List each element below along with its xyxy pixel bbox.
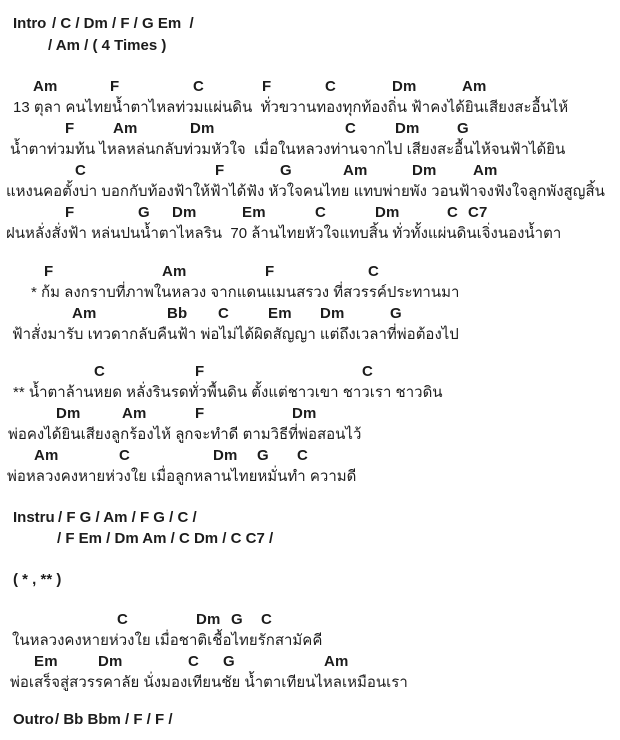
chord: G	[457, 120, 469, 137]
lyric-text: แหงนคอตั้งบ่า บอกกับท้องฟ้าให้ฟ้าได้ฟัง หัวใจคนไทย แทบพ่ายพัง วอนฟ้าจงฟังใจลูกพังสูญสิ้น	[6, 183, 605, 200]
lyric-line	[0, 631, 620, 652]
chord: Am	[72, 305, 97, 322]
chord: C	[94, 363, 106, 380]
lyric-line	[0, 98, 620, 119]
lyric-text: ฝนหลั่งสั่งฟ้า หล่นปนน้ำตาไหลริน 70 ล้านไทยหัวใจแทบสิ้น ทั่วทั้งแผ่นดินเจิ่งนองน้ำตา	[6, 225, 562, 242]
chord: F	[65, 204, 75, 221]
chord: C	[218, 305, 230, 322]
chord: F	[195, 363, 205, 380]
lyric-text: น้ำตาท่วมท้น ไหลหล่นกลับท่วมหัวใจ เมื่อในหลวงท่านจากไป เสียงสะอื้นไห้จนฟ้าได้ยิน	[10, 141, 566, 158]
chord: C	[325, 78, 337, 95]
chord: C7	[468, 204, 488, 221]
chord: F	[44, 263, 54, 280]
lyric-line	[0, 673, 620, 694]
lyric-line	[0, 224, 620, 245]
instru-line-2	[0, 529, 620, 550]
chord-line	[0, 119, 620, 140]
chord-progression: / Bb Bbm / F / F /	[55, 711, 173, 728]
chord: C	[345, 120, 357, 137]
chord-line	[0, 161, 620, 182]
lyric-text: ** น้ำตาล้านหยด หลั่งรินรดทั่วพื้นดิน ตั้งแต่ชาวเขา ชาวเรา ชาวดิน	[13, 384, 443, 401]
section-label: Intro	[13, 15, 47, 32]
chord: Am	[343, 162, 368, 179]
lyric-text: พ่อเสร็จสู่สวรรคาลัย นั่งมองเทียนชัย น้ำตาเทียนไหลเหมือนเรา	[10, 674, 408, 691]
repeat-marker	[0, 570, 620, 591]
chord: C	[315, 204, 327, 221]
chord-line	[0, 304, 620, 325]
lyric-text: ฟ้าสั่งมารับ เทวดากลับคืนฟ้า พ่อไม่ได้ผิดสัญญา แต่ถึงเวลาที่พ่อต้องไป	[12, 326, 459, 343]
chord: Dm	[395, 120, 420, 137]
chord: G	[257, 447, 269, 464]
lyric-line	[0, 425, 620, 446]
section-label: Outro	[13, 711, 54, 728]
chord: C	[362, 363, 374, 380]
chord: Am	[113, 120, 138, 137]
chord: C	[193, 78, 205, 95]
chord-line	[0, 203, 620, 224]
chord: C	[368, 263, 380, 280]
outro-line	[0, 710, 620, 731]
chord: Dm	[213, 447, 238, 464]
chord: G	[390, 305, 402, 322]
lyric-text: 13 ตุลา คนไทยน้ำตาไหลท่วมแผ่นดิน ทั่วขวานทองทุกท้องถิ่น ฟ้าคงได้ยินเสียงสะอื้นไห้	[13, 99, 569, 116]
chord: Bb	[167, 305, 188, 322]
section-label: Instru	[13, 509, 55, 526]
chord-line	[0, 610, 620, 631]
chord: Am	[34, 447, 59, 464]
chord: C	[75, 162, 87, 179]
lyric-line	[0, 140, 620, 161]
lyric-line	[0, 383, 620, 404]
chord-line	[0, 652, 620, 673]
chord-line	[0, 362, 620, 383]
instru-line-1	[0, 508, 620, 529]
chord-line	[0, 262, 620, 283]
chord-progression: / F G / Am / F G / C /	[58, 509, 197, 526]
repeat-marker-text: ( * , ** )	[13, 571, 62, 588]
chord: F	[65, 120, 75, 137]
chord: F	[110, 78, 120, 95]
chord: Am	[462, 78, 487, 95]
lyric-text: พ่อหลวงคงหายห่วงใย เมื่อลูกหลานไทยหมั่นทำ ความดี	[7, 468, 357, 485]
lyric-text: ในหลวงคงหายห่วงใย เมื่อชาติเชื้อไทยรักสามัคคี	[12, 632, 323, 649]
chord: G	[280, 162, 292, 179]
chord-line	[0, 404, 620, 425]
chord: F	[262, 78, 272, 95]
chord: Em	[242, 204, 266, 221]
chord: Dm	[190, 120, 215, 137]
chord-progression: / F Em / Dm Am / C Dm / C C7 /	[57, 530, 274, 547]
chord-line	[0, 77, 620, 98]
lyric-line	[0, 182, 620, 203]
chord: Em	[34, 653, 58, 670]
intro-line-1	[0, 14, 620, 35]
chord: C	[117, 611, 129, 628]
chord: C	[297, 447, 309, 464]
lyric-text: พ่อคงได้ยินเสียงลูกร้องไห้ ลูกจะทำดี ตามวิธีที่พ่อสอนไว้	[8, 426, 362, 443]
chord: Em	[268, 305, 292, 322]
chord: F	[215, 162, 225, 179]
chord: Dm	[172, 204, 197, 221]
chord: F	[265, 263, 275, 280]
chord: Am	[33, 78, 58, 95]
chord: Dm	[56, 405, 81, 422]
chord: Dm	[292, 405, 317, 422]
chord: C	[188, 653, 200, 670]
chord: Am	[324, 653, 349, 670]
lyric-line	[0, 283, 620, 304]
chord-progression: / C / Dm / F / G Em /	[52, 15, 194, 32]
chord: C	[261, 611, 273, 628]
chord: Dm	[320, 305, 345, 322]
chord: Dm	[196, 611, 221, 628]
lyric-line	[0, 325, 620, 346]
chord: C	[447, 204, 459, 221]
chord: F	[195, 405, 205, 422]
chord-line	[0, 446, 620, 467]
chord: Dm	[392, 78, 417, 95]
chord-progression: / Am / ( 4 Times )	[48, 37, 167, 54]
lyric-line	[0, 467, 620, 488]
intro-line-2	[0, 36, 620, 57]
chord: Dm	[375, 204, 400, 221]
chord: G	[223, 653, 235, 670]
chord: G	[138, 204, 150, 221]
chord: C	[119, 447, 131, 464]
chord: Dm	[412, 162, 437, 179]
chord: Am	[162, 263, 187, 280]
chord: G	[231, 611, 243, 628]
chord: Dm	[98, 653, 123, 670]
chord: Am	[473, 162, 498, 179]
lyric-text: * ก้ม ลงกราบที่ภาพในหลวง จากแดนแมนสรวง ที่สวรรค์ประทานมา	[31, 284, 460, 301]
chord: Am	[122, 405, 147, 422]
